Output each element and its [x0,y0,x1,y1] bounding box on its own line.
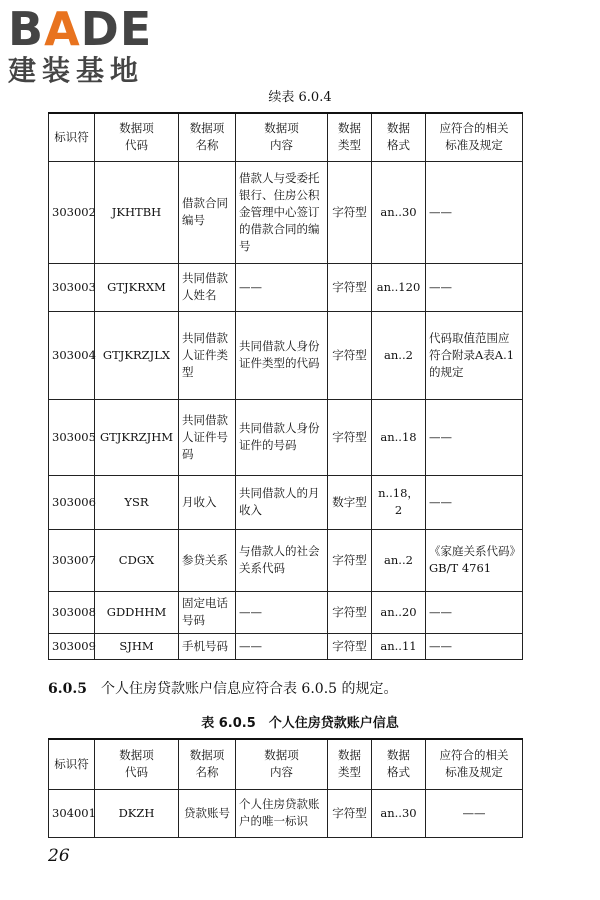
logo-subtitle: 建装基地 [8,54,145,87]
table-cell: an..18 [372,399,426,475]
table-cell: GTJKRZJLX [95,311,179,399]
table-cell: 303007 [49,529,95,591]
table-cell: 字符型 [328,161,372,263]
table-cell: 304001 [49,789,95,837]
table-cell: 借款合同编号 [179,161,236,263]
table-cell: DKZH [95,789,179,837]
table-cell: YSR [95,475,179,529]
table-cell: an..30 [372,789,426,837]
table-cell: 303009 [49,633,95,659]
table-cell: 字符型 [328,789,372,837]
column-header: 数据 格式 [372,739,426,789]
table-row [49,475,523,529]
table-cell: SJHM [95,633,179,659]
page-number: 26 [48,846,70,866]
table-row [49,399,523,475]
table-cell: —— [426,789,523,837]
table-cell: 与借款人的社会关系代码 [236,529,328,591]
table-cell: 共同借款人证件号码 [179,399,236,475]
table-cell: GDDHHM [95,591,179,633]
table-6-0-5 [48,738,523,838]
column-header: 数据项 内容 [236,739,328,789]
table-cell: 字符型 [328,399,372,475]
table-cell: 数字型 [328,475,372,529]
table-cell: —— [236,633,328,659]
table-cell: an..20 [372,591,426,633]
table-row [49,529,523,591]
table-cell: 共同借款人证件类型 [179,311,236,399]
column-header: 标识符 [49,113,95,161]
table-cell: 月收入 [179,475,236,529]
table-cell: 固定电话号码 [179,591,236,633]
table-cell: an..11 [372,633,426,659]
table-cell: an..2 [372,311,426,399]
table-cell: 参贷关系 [179,529,236,591]
table-cell: 303003 [49,263,95,311]
table-cell: GTJKRZJHM [95,399,179,475]
column-header: 数据 格式 [372,113,426,161]
table-cell: 共同借款人身份证件类型的代码 [236,311,328,399]
column-header: 数据项 代码 [95,739,179,789]
column-header: 数据 类型 [328,739,372,789]
column-header: 数据项 名称 [179,739,236,789]
table-cell: 共同借款人姓名 [179,263,236,311]
table-cell: GTJKRXM [95,263,179,311]
table-row [49,591,523,633]
table-cell: 303004 [49,311,95,399]
table-cell: —— [426,263,523,311]
table-cell: 303002 [49,161,95,263]
column-header: 数据项 名称 [179,113,236,161]
table-cell: 手机号码 [179,633,236,659]
clause-text: 个人住房贷款账户信息应符合表 6.0.5 的规定。 [100,681,398,697]
table-cell: —— [236,263,328,311]
table-cell: an..30 [372,161,426,263]
table-cell: —— [426,633,523,659]
table-cell: 贷款账号 [179,789,236,837]
table-cell: 字符型 [328,263,372,311]
table-header-row [49,113,523,161]
table-cell: an..2 [372,529,426,591]
table-cell: 共同借款人的月收入 [236,475,328,529]
table-cell: —— [426,399,523,475]
table-continued-6-0-4 [48,112,523,660]
table-cell: 代码取值范围应符合附录A表A.1的规定 [426,311,523,399]
table-cell: an..120 [372,263,426,311]
clause-6-0-5 [48,678,398,698]
table-row [49,263,523,311]
table2-caption: 表 6.0.5 个人住房贷款账户信息 [201,716,399,731]
table-cell: CDGX [95,529,179,591]
table-cell: —— [426,475,523,529]
table-row [49,789,523,837]
table-cell: n..18，2 [372,475,426,529]
column-header: 标识符 [49,739,95,789]
column-header: 应符合的相关 标准及规定 [426,739,523,789]
table-cell: 字符型 [328,633,372,659]
table-row [49,311,523,399]
table-cell: 303005 [49,399,95,475]
table-cell: 借款人与受委托银行、住房公积金管理中心签订的借款合同的编号 [236,161,328,263]
table-cell: 字符型 [328,591,372,633]
clause-number: 6.0.5 [48,681,87,697]
table-cell: 303008 [49,591,95,633]
table-header-row [49,739,523,789]
column-header: 数据项 内容 [236,113,328,161]
table-row [49,161,523,263]
table-cell: 303006 [49,475,95,529]
table-row [49,633,523,659]
table-cell: —— [236,591,328,633]
table-cell: —— [426,591,523,633]
table1-caption: 续表 6.0.4 [268,90,332,105]
column-header: 应符合的相关 标准及规定 [426,113,523,161]
table-cell: —— [426,161,523,263]
table-cell: 个人住房贷款账户的唯一标识 [236,789,328,837]
table-cell: 共同借款人身份证件的号码 [236,399,328,475]
table-cell: 《家庭关系代码》GB/T 4761 [426,529,523,591]
table-cell: 字符型 [328,529,372,591]
column-header: 数据项 代码 [95,113,179,161]
table-cell: JKHTBH [95,161,179,263]
table-cell: 字符型 [328,311,372,399]
logo-brand: BADE [8,2,153,56]
column-header: 数据 类型 [328,113,372,161]
bade-logo [8,2,178,92]
